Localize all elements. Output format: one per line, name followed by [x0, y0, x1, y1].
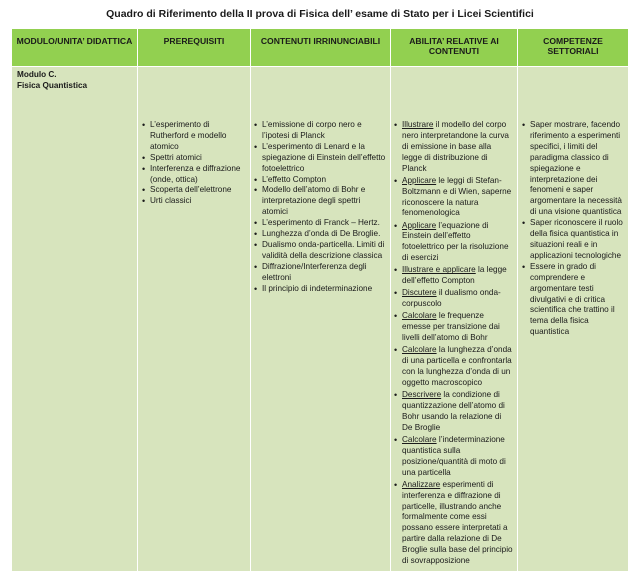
list-item: • Scoperta dell’elettrone — [142, 185, 246, 196]
header-row — [12, 29, 629, 67]
item-text: l’equazione di Einstein dell’effetto fotoelettrico per la risoluzione di esercizi — [402, 220, 509, 263]
item-text: il dualismo onda-corpuscolo — [402, 288, 501, 309]
list-item: • Dualismo onda-particella. Limiti di validità della descrizione classica — [254, 240, 386, 262]
action-verb: Descrivere — [402, 390, 442, 400]
list-item: • Urti classici — [142, 196, 246, 207]
header-modulo: MODULO/UNITA’ DIDATTICA — [12, 29, 138, 67]
action-verb: Calcolare — [402, 434, 437, 444]
list-item — [394, 265, 513, 287]
list-item — [394, 311, 513, 344]
action-verb: Illustrare — [402, 120, 434, 129]
content-row — [12, 67, 629, 572]
list-item — [394, 288, 513, 310]
action-verb: Illustrare e applicare — [402, 265, 476, 275]
list-item: • Saper mostrare, facendo riferimento a esperimenti specifici, i limiti del paradigma classico di spiegazione e interpretazione dei fenomeni e saper argomentare la necessità di una visione quantistica — [522, 120, 624, 218]
modulo-number: Modulo C. — [17, 70, 57, 79]
prerequisiti-list — [138, 67, 250, 207]
list-item: • Modello dell’atomo di Bohr e interpretazione degli spettri atomici — [254, 185, 386, 218]
cell-modulo — [12, 67, 138, 572]
competenze-list — [518, 67, 628, 338]
header-abilita-line1: ABILITA’ RELATIVE AI — [409, 36, 499, 46]
list-item — [394, 435, 513, 479]
header-contenuti: CONTENUTI IRRINUNCIABILI — [251, 29, 391, 67]
list-item: • Spettri atomici — [142, 153, 246, 164]
header-competenze-line1: COMPETENZE — [543, 36, 603, 46]
item-text: la condizione di quantizzazione dell’atomo di Bohr usando la relazione di De Broglie — [402, 390, 505, 432]
list-item — [394, 176, 513, 220]
page-title: Quadro di Riferimento della II prova di Fisica dell’ esame di Stato per i Licei Scientifici — [106, 8, 534, 20]
item-text: il modello del corpo nero interpretandone la curva di emissione in base alla legge di distribuzione di Planck — [402, 120, 509, 173]
cell-competenze — [518, 67, 629, 572]
list-item: • L’effetto Compton — [254, 175, 386, 186]
list-item: • Lunghezza d’onda di De Broglie. — [254, 229, 386, 240]
header-abilita — [391, 29, 518, 67]
list-item — [394, 390, 513, 434]
header-competenze — [518, 29, 629, 67]
action-verb: Applicare — [402, 175, 437, 185]
list-item — [394, 120, 513, 175]
list-item: • Interferenza e diffrazione (onde, ottica) — [142, 164, 246, 186]
action-verb: Calcolare — [402, 311, 437, 321]
cell-prerequisiti — [138, 67, 251, 572]
action-verb: Analizzare — [402, 479, 441, 489]
item-text: le leggi di Stefan-Boltzmann e di Wien, saperne riconoscere la natura fenomenologica — [402, 175, 512, 218]
item-text: la lunghezza d’onda di una particella e confrontarla con la lunghezza d’onda di un oggetto macroscopico — [402, 345, 512, 387]
list-item: • L’emissione di corpo nero e l’ipotesi di Planck — [254, 120, 386, 142]
cell-abilita — [391, 67, 518, 572]
list-item: • L’esperimento di Franck – Hertz. — [254, 218, 386, 229]
list-item — [394, 345, 513, 389]
header-competenze-line2: SETTORIALI — [547, 46, 599, 56]
list-item — [394, 480, 513, 567]
action-verb: Calcolare — [402, 345, 437, 355]
list-item: • Il principio di indeterminazione — [254, 284, 386, 295]
list-item — [394, 221, 513, 265]
header-prerequisiti: PREREQUISITI — [138, 29, 251, 67]
modulo-label — [12, 67, 137, 91]
contenuti-list — [251, 67, 390, 295]
list-item: • L’esperimento di Lenard e la spiegazione di Einstein dell’effetto fotoelettrico — [254, 142, 386, 175]
reference-table — [11, 28, 629, 572]
list-item: • Essere in grado di comprendere e argomentare testi divulgativi e di critica scientifica che trattino il tema della fisica quantistica — [522, 262, 624, 338]
item-text: l’indeterminazione quantistica sulla posizione/quantità di moto di una particella — [402, 434, 506, 477]
item-text: esperimenti di interferenza e diffrazione di particelle, illustrando anche formalmente come essi possano essere interpretati a partire dalla relazione di De Broglie sulla base del principio di sovrapposizione — [402, 479, 513, 566]
list-item: • Saper riconoscere il ruolo della fisica quantistica in situazioni reali e in applicazioni tecnologiche — [522, 218, 624, 262]
item-text: le frequenze emesse per transizione dai livelli dell’atomo di Bohr — [402, 311, 500, 343]
cell-contenuti — [251, 67, 391, 572]
action-verb: Discutere — [402, 288, 437, 298]
modulo-name: Fisica Quantistica — [17, 80, 88, 90]
action-verb: Applicare — [402, 220, 437, 230]
list-item: • L’esperimento di Rutherford e modello atomico — [142, 120, 246, 153]
list-item: • Diffrazione/Interferenza degli elettroni — [254, 262, 386, 284]
abilita-list — [391, 67, 517, 567]
header-abilita-line2: CONTENUTI — [428, 46, 480, 56]
item-text: la legge dell’effetto Compton — [402, 265, 507, 286]
